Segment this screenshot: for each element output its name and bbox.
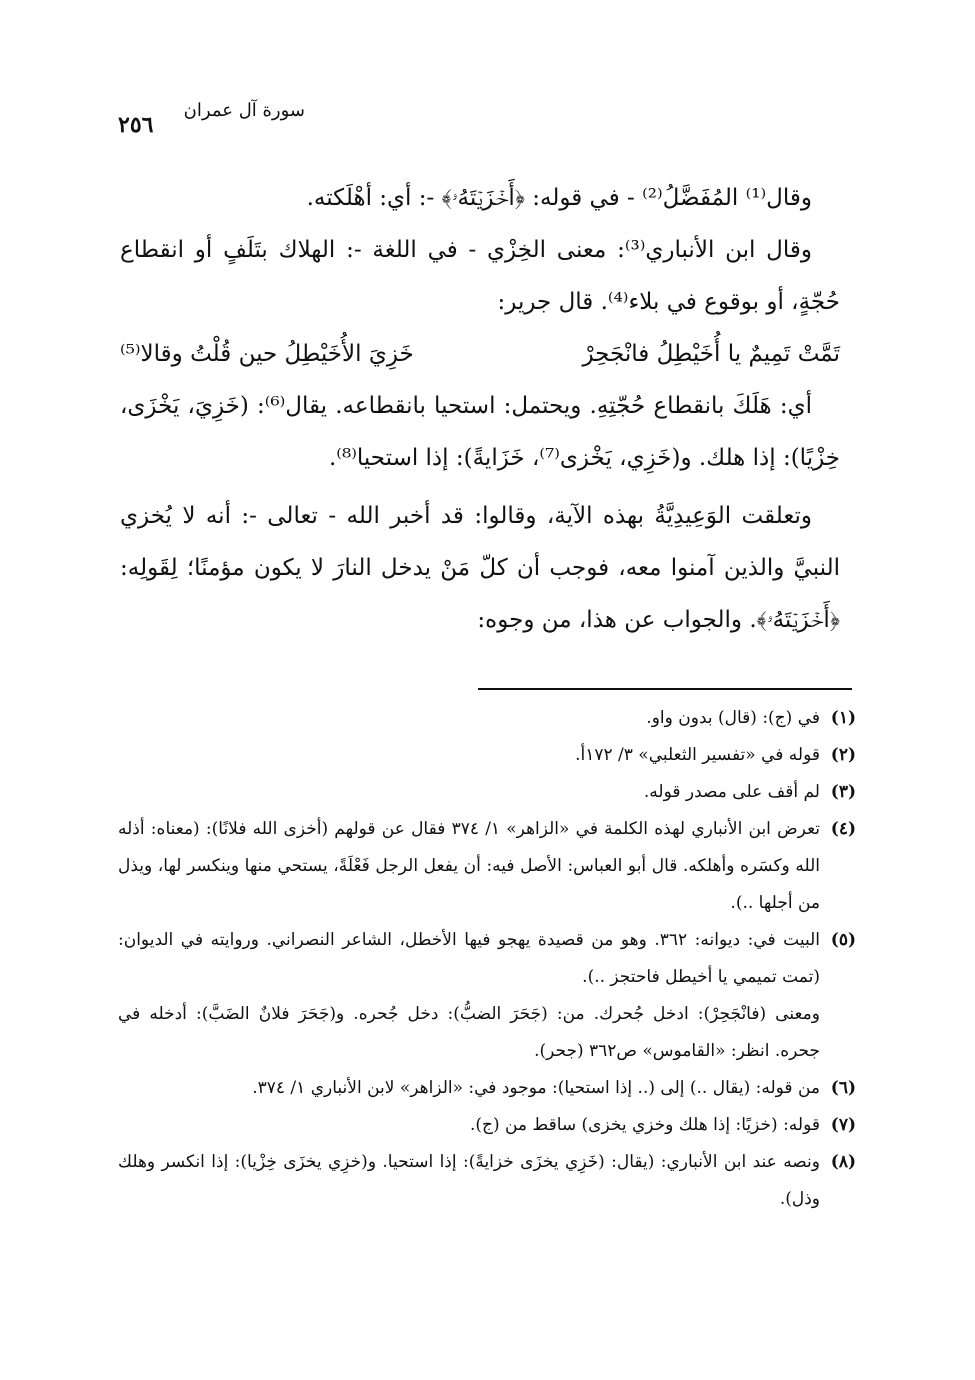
paragraph-meaning: أي: هَلَكَ بانقطاع حُجّتِهِ. ويحتمل: استحيا بانقطاعه. يقال⁽⁶⁾: (خَزِيَ، يَخْزَى، خِزْيًا): إذا هلك. و(خَزِي، يَخْزى⁽⁷⁾، خَزَايةً): إذا استحيا⁽⁸⁾. (120, 393, 840, 471)
footnote-number: (٧) (830, 1115, 856, 1135)
verse-hemistich-second: خَزِيَ الأُخَيْطِلُ حين قُلْتُ وقالا⁽⁵⁾ (120, 341, 414, 367)
footnote-text: قوله في «تفسير الثعلبي» ٣/ ١٧٢أ. (575, 745, 820, 765)
paragraph-waidiyya: وتعلقت الوَعِيدِيَّةُ بهذه الآية، وقالوا: قد أخبر الله - تعالى -: أنه لا يُخزي النبيَّ والذين آمنوا معه، فوجب أن كلّ مَنْ يدخل النارَ لا يكون مؤمنًا؛ لِقَولِه: ﴿أَخۡزَيۡتَهُۥ﴾. والجواب عن هذا، من وجوه: (120, 503, 840, 633)
paragraph-ibn-al-anbari: وقال ابن الأنباري⁽³⁾: معنى الخِزْي - في اللغة -: الهلاك بتَلَفٍ أو انقطاع حُجّةٍ، أو بوقوع في بلاء⁽⁴⁾. قال جرير: (120, 237, 840, 315)
footnote-6 (118, 1070, 856, 1107)
footnote-3 (118, 774, 856, 811)
footnote-4 (118, 811, 856, 922)
footnotes (118, 700, 856, 1218)
footnote-number: (٣) (830, 782, 856, 802)
main-text (120, 172, 840, 646)
footnote-number: (٤) (830, 819, 856, 839)
footnote-text: في (ج): (قال) بدون واو. (646, 708, 820, 728)
footnote-number: (٥) (830, 930, 856, 950)
footnote-8 (118, 1144, 856, 1218)
footnote-divider (478, 688, 852, 690)
paragraph-mufaddal: وقال⁽¹⁾ المُفَضَّلُ⁽²⁾ - في قوله: ﴿أَخۡزَيۡتَهُۥ﴾ -: أي: أهْلَكته. (306, 185, 812, 211)
footnote-2 (118, 737, 856, 774)
footnote-text: البيت في: ديوانه: ٣٦٢. وهو من قصيدة يهجو فيها الأخطل، الشاعر النصراني. وروايته في الديوان: (تمت تميمي يا أخيطل فاحتجز ..). (118, 930, 820, 987)
footnote-text: ونصه عند ابن الأنباري: (يقال: (خَزِي يخزَى خزايةً): إذا استحيا. و(خزِي يخزَى خِزْيا): إذا انكسر وهلك وذل). (118, 1152, 820, 1209)
footnote-5 (118, 922, 856, 1070)
footnote-text-continued: ومعنى (فانْجَحِرْ): ادخل جُحرك. من: (جَحَرَ الضبُّ): دخل جُحره. و(جَحَرَ فلانٌ الضَبَّ): أدخله في جحره. انظر: «القاموس» ص٣٦٢ (جحر). (118, 1004, 820, 1061)
footnote-text: لم أقف على مصدر قوله. (643, 782, 820, 802)
footnote-number: (٦) (830, 1078, 856, 1098)
footnote-7 (118, 1107, 856, 1144)
footnote-number: (٢) (830, 745, 856, 765)
footnote-text: من قوله: (يقال ..) إلى (.. إذا استحيا): موجود في: «الزاهر» لابن الأنباري ١/ ٣٧٤. (252, 1078, 820, 1098)
running-title: سورة آل عمران (183, 100, 305, 121)
poetry-verse (120, 328, 840, 380)
page-number: ٢٥٦ (118, 112, 154, 138)
footnote-text: تعرض ابن الأنباري لهذه الكلمة في «الزاهر» ١/ ٣٧٤ فقال عن قولهم (أخزى الله فلانًا): (معناه: أذله الله وكسَره وأهلكه. قال أبو العباس: الأصل فيه: أن يفعل الرجل فَعْلَةً، يستحي منها وينكسر لها، ويذل من أجلها ..). (118, 819, 820, 913)
footnote-number: (١) (830, 708, 856, 728)
footnote-text: قوله: (خزيًا: إذا هلك وخزي يخزى) ساقط من (ج). (469, 1115, 820, 1135)
footnote-1 (118, 700, 856, 737)
footnote-number: (٨) (830, 1152, 856, 1172)
verse-hemistich-first: تَمَّتْ تَمِيمٌ يا أُخَيْطِلُ فانْجَحِرْ (582, 341, 840, 367)
